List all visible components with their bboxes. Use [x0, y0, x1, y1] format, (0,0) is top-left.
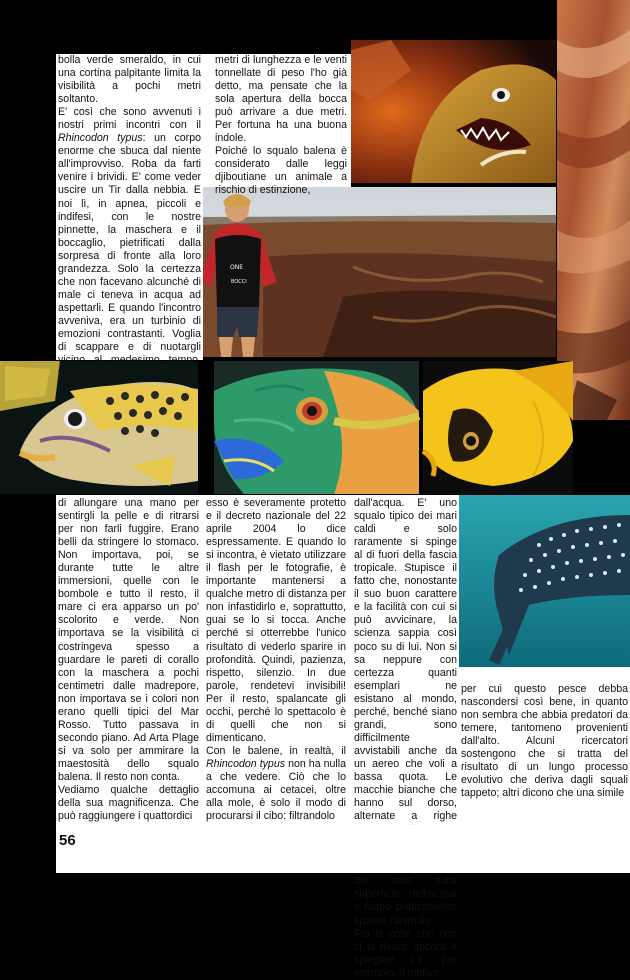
bottom-text-column-3: [349, 495, 459, 979]
parrotfish-photo: [214, 361, 419, 494]
text-run: Con le balene, in realtà, il: [206, 744, 346, 757]
paragraph: [58, 106, 201, 380]
paragraph: Vediamo qualche dettaglio della sua magnificenza. Che può raggiungere i quattordici: [58, 784, 199, 823]
paragraph: per cui questo pesce debba nascondersi così bene, in quanto non sembra che abbia predatori da temere, tantomeno provenienti dall'alto. Alcuni ricercatori sostengono che si tratta del risultato di un lungo processo evolutivo che deriva dagli squali tappeto; altri dicono che una simile: [461, 683, 628, 800]
page-number: 56: [59, 832, 76, 849]
whale-shark-photo: [459, 495, 630, 667]
rock-canyon-edge-photo: [557, 0, 630, 420]
moray-eel-photo: [351, 40, 556, 183]
species-name: Rhincodon typus: [58, 132, 143, 145]
species-name: Rhincodon typus: [206, 757, 286, 770]
paragraph: bolla verde smeraldo, in cui una cortina palpitante limita la visibilità a pochi metri soltanto.: [58, 54, 201, 106]
paragraph: Fra le cose che non ci si riesce ancora a spiegare c'è, per esempio, il motivo: [354, 927, 457, 979]
text-run: E' così che sono avvenuti i nostri primi incontri con il: [58, 106, 201, 132]
butterflyfish-photo: [423, 361, 573, 494]
paragraph: di allungare una mano per sentirgli la pelle e di ritrarsi per non farli fuggire. Erano belli da stringere lo stomaco. Non importava, poi, se durante tutte le altre immersioni, quelle con le bombole e tutto il resto, il mare ci era apparso un po' scolorito e verde. Non importava se la visibilità ci costringeva spesso a guardare le pareti di corallo con la maschera a pochi centimetri dalle madrepore, non importava se i colori non erano quelli tipici del Mar Rosso. Tutto passava in secondo piano. Ad Arta Plage si va solo per ammirare la maestosità dello squalo balena. Il resto non conta.: [58, 497, 199, 783]
sweetlips-fish-photo: [0, 361, 198, 494]
canyon-person-photo: [203, 187, 556, 357]
bottom-text-column-2: [201, 495, 349, 825]
paragraph: metri di lunghezza e le venti tonnellate di peso l'ho già detto, ma pensate che la sola apertura della bocca può arrivare a due metri. Per fortuna ha una buona indole.: [215, 54, 347, 145]
paragraph: Poiché lo squalo balena è considerato dalle leggi djiboutiane un animale a rischio di estinzione,: [215, 145, 347, 197]
top-text-column-2: [203, 54, 351, 197]
shirt-text-2: BOCCI: [231, 279, 247, 285]
bottom-text-column-4: [459, 667, 630, 825]
paragraph: esso è severamente protetto e il decreto nazionale del 22 aprile 2004 lo dice espressamente. E quando lo si incontra, è vietato utilizzare il flash per le fotografie, è importante mantenersi a qualche metro di distanza per non infastidirlo e, soprattutto, guai se lo si tocca. Anche perché si otterrebbe l'unico risultato di vederlo sparire in profondità. Quindi, pazienza, rispetto, silenzio. In due parole, rendetevi invisibili! Per il resto, spalancate gli occhi, perché lo spettacolo è di quelli che non si dimenticano.: [206, 497, 346, 744]
top-text-column-1: [56, 54, 203, 380]
paragraph: [206, 745, 346, 823]
shirt-text-1: ONE: [230, 264, 244, 271]
footer-band: [56, 825, 630, 873]
text-run: : un corpo enorme che sbuca dal niente all'improvviso. Roba da farti venire i brividi. E' come veder uscire un Tir dalla nebbia. E noi lì, in apnea, piccoli e indifesi, con le nostre pinnette, la maschera e il boccaglio, pietrificati dalla sorpresa di fronte alla loro grandezza. Solo la certezza che non facevano alcunché di male ci teneva in acqua ad aspettarli. E quando l'incontro avveniva, era un turbinio di emozioni contrastanti. Voglia di scappare e di nuotargli vicino al medesimo tempo, voglia: [58, 132, 201, 380]
paragraph: dall'acqua. E' uno squalo tipico dei mari caldi e solo raramente si spinge al di fuori della fascia tropicale. Stupisce il fatto che, nonostante il suo buon carattere e la facilità con cui si può avvicinare, la scienza sappia così poco su di lui. Non si sa neppure con certezza quanti esemplari ne esistano al mondo, perché, benché siano grandi, sono difficilmente avvistabili anche da un aereo che voli a bassa quota. Le macchie bianche che hanno sul dorso, alternate a righe del sole sulla superficie dell'acqua e fanno praticamente sparire l'animale.: [354, 497, 457, 927]
bottom-text-column-1: [56, 495, 201, 825]
text-run: non ha nulla a che vedere. Ciò che lo accomuna ai cetacei, oltre alla mole, è solo il modo di procurarsi il cibo: filtrandolo: [206, 757, 347, 823]
